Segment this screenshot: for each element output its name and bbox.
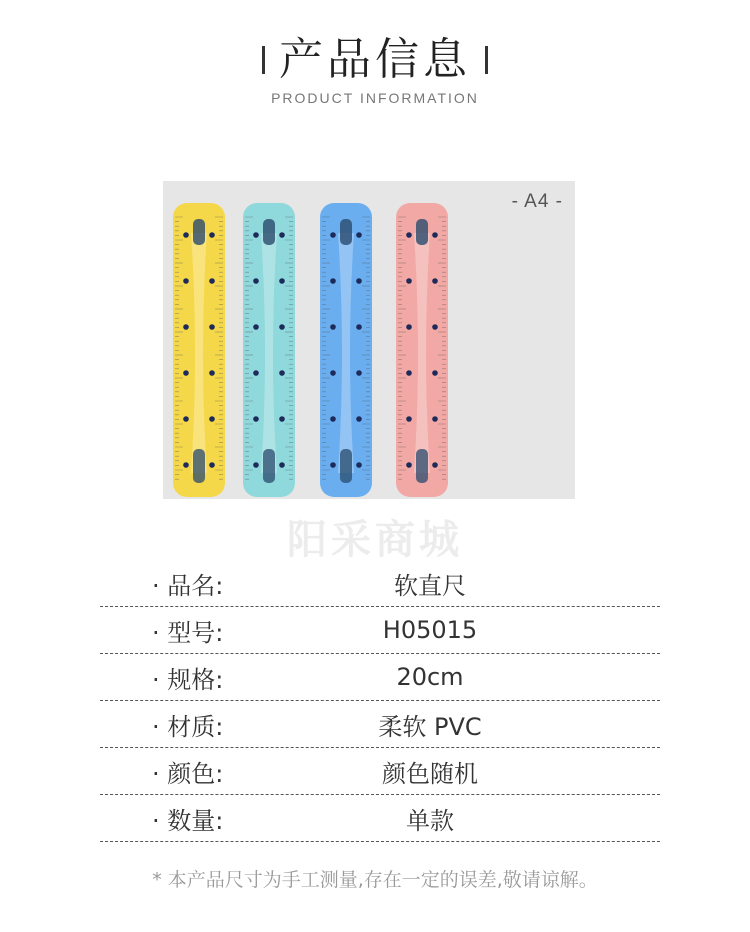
title-right-bar [485, 46, 488, 74]
spec-row-size [100, 654, 660, 701]
page-subtitle: PRODUCT INFORMATION [271, 90, 479, 106]
spec-value: 颜色随机 [382, 759, 478, 788]
spec-value: H05015 [382, 616, 478, 644]
spec-row-material [100, 701, 660, 748]
page-title: 产品信息 [279, 34, 471, 85]
ruler-cyan [243, 203, 295, 497]
spec-row-name [100, 560, 660, 607]
spec-row-model [100, 607, 660, 654]
ruler-yellow [173, 203, 225, 497]
spec-label: · 型号: [152, 618, 224, 647]
a4-size-label: - A4 - [511, 191, 563, 212]
title-row [0, 30, 750, 90]
measurement-note: * 本产品尺寸为手工测量,存在一定的误差,敬请谅解。 [152, 869, 598, 891]
spec-label: · 数量: [152, 806, 224, 835]
spec-value: 20cm [396, 663, 464, 691]
spec-row-color [100, 748, 660, 795]
spec-table [100, 560, 660, 842]
ruler-blue [320, 203, 372, 497]
spec-label: · 品名: [152, 571, 224, 600]
ruler-pink [396, 203, 448, 497]
spec-row-quantity [100, 795, 660, 842]
spec-label: · 规格: [152, 665, 224, 694]
watermark-text: 阳采商城 [287, 517, 463, 563]
title-left-bar [262, 46, 265, 74]
product-photo [163, 181, 575, 499]
spec-value: 柔软 PVC [378, 712, 482, 741]
section-header [0, 30, 750, 106]
spec-value: 软直尺 [394, 571, 466, 600]
spec-value: 单款 [406, 806, 454, 835]
spec-label: · 颜色: [152, 759, 224, 788]
spec-label: · 材质: [152, 712, 224, 741]
